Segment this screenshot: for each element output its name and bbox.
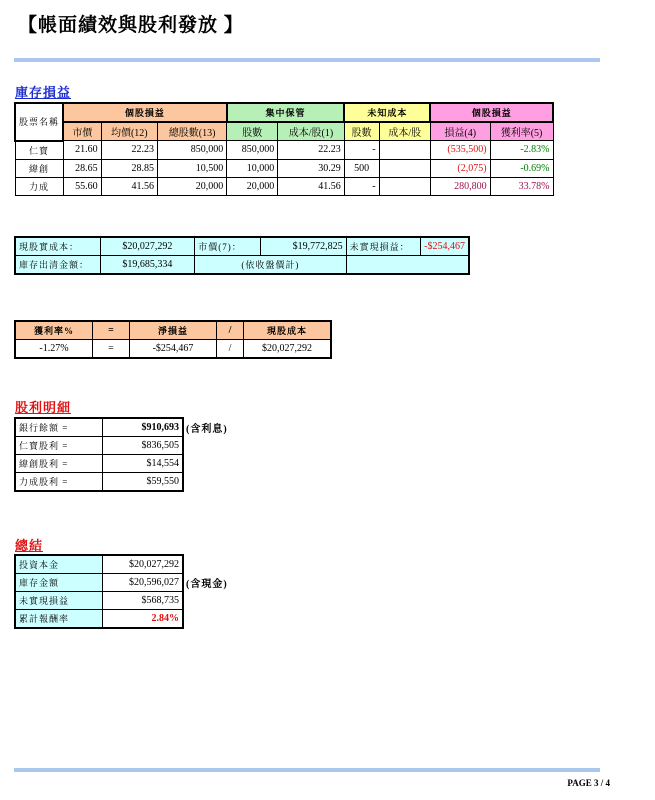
avg-price: 22.23 [101, 141, 157, 160]
div-value: / [217, 340, 244, 359]
bank-balance-value: $910,693 [103, 418, 184, 437]
cost-per-share: 41.56 [278, 177, 344, 195]
cumulative-return-value: 2.84% [103, 610, 184, 629]
rate-header: 獲利率% [15, 321, 93, 340]
shares: 10,000 [227, 159, 278, 177]
total-shares: 10,500 [158, 159, 227, 177]
shares-header: 股數 [227, 122, 278, 141]
return-rate: -2.83% [490, 141, 553, 160]
summary-table [14, 236, 470, 275]
dividend-value: $14,554 [103, 455, 184, 473]
dividend-label: 力成股利 = [15, 473, 103, 492]
unknown-shares: - [344, 141, 379, 160]
principal-label: 投資本金 [15, 555, 103, 574]
closing-price-note: (依收盤價計) [195, 256, 346, 275]
market-price: 21.60 [63, 141, 101, 160]
market-price: 55.60 [63, 177, 101, 195]
total-shares: 20,000 [158, 177, 227, 195]
dividend-label: 仁寶股利 = [15, 437, 103, 455]
unknown-cost [379, 159, 430, 177]
pnl: 280,800 [430, 177, 490, 195]
eq-header: = [93, 321, 130, 340]
cost-per-share: 30.29 [278, 159, 344, 177]
market-price: 28.65 [63, 159, 101, 177]
unknown-cost [379, 177, 430, 195]
page-title: 【帳面績效與股利發放 】 [18, 15, 244, 36]
inventory-section-title: 庫存損益 [15, 85, 72, 100]
net-pnl-value: -$254,467 [130, 340, 217, 359]
principal-value: $20,027,292 [103, 555, 184, 574]
dividend-section-title: 股利明細 [15, 400, 72, 415]
inventory-table [14, 102, 554, 196]
interest-note: (含利息) [186, 424, 228, 435]
dividend-value: $59,550 [103, 473, 184, 492]
dividend-label: 緯創股利 = [15, 455, 103, 473]
return-rate-header: 獲利率(5) [490, 122, 553, 141]
stock-cost-value: $20,027,292 [244, 340, 332, 359]
personal-header: 個股損益 [63, 103, 227, 122]
unknown-shares: - [344, 177, 379, 195]
page-number: PAGE 3 / 4 [567, 778, 610, 788]
stock-name: 緯創 [15, 159, 63, 177]
bottom-divider [14, 768, 600, 772]
dividend-table [14, 417, 184, 492]
table-row [15, 177, 553, 195]
avg-price-header: 均價(12) [101, 122, 157, 141]
unknown-shares: 500 [344, 159, 379, 177]
dividend-value: $836,505 [103, 437, 184, 455]
stock-name: 力成 [15, 177, 63, 195]
div-header: / [217, 321, 244, 340]
cost-per-share-header: 成本/股(1) [278, 122, 344, 141]
avg-price: 41.56 [101, 177, 157, 195]
cash-note: (含現金) [186, 579, 228, 590]
stock-cost-header: 現股成本 [244, 321, 332, 340]
market-label: 市價(7)： [195, 237, 261, 256]
total-shares: 850,000 [158, 141, 227, 160]
unknown-cost-per-share-header: 成本/股 [379, 122, 430, 141]
pnl: (535,500) [430, 141, 490, 160]
stock-pnl-header: 個股損益 [430, 103, 553, 122]
unrealized-value: -$254,467 [421, 237, 469, 256]
cost-per-share: 22.23 [278, 141, 344, 160]
avg-price: 28.85 [101, 159, 157, 177]
market-value: $19,772,825 [261, 237, 346, 256]
unknown-cost-header: 未知成本 [344, 103, 430, 122]
pnl: (2,075) [430, 159, 490, 177]
pnl-header: 損益(4) [430, 122, 490, 141]
stock-name-header: 股票名稱 [15, 103, 63, 141]
shares: 850,000 [227, 141, 278, 160]
clearance-label: 庫存出清金額： [15, 256, 100, 275]
cost-value: $20,027,292 [100, 237, 195, 256]
unknown-shares-header: 股數 [344, 122, 379, 141]
total-shares-header: 總股數(13) [158, 122, 227, 141]
stock-name: 仁寶 [15, 141, 63, 160]
clearance-value: $19,685,334 [100, 256, 195, 275]
unknown-cost [379, 141, 430, 160]
summary-empty-cell [346, 256, 469, 275]
table-row [15, 159, 553, 177]
cumulative-return-label: 累計報酬率 [15, 610, 103, 629]
centralized-header: 集中保管 [227, 103, 344, 122]
unrealized-pnl-value: $568,735 [103, 592, 184, 610]
net-pnl-header: 淨損益 [130, 321, 217, 340]
bank-balance-label: 銀行餘額 = [15, 418, 103, 437]
return-rate: -0.69% [490, 159, 553, 177]
cost-label: 現股實成本： [15, 237, 100, 256]
return-rate: 33.78% [490, 177, 553, 195]
unrealized-label: 未實現損益： [346, 237, 421, 256]
top-divider [14, 58, 600, 62]
total-section-title: 總結 [15, 538, 44, 553]
market-price-header: 市價 [63, 122, 101, 141]
shares: 20,000 [227, 177, 278, 195]
eq-value: = [93, 340, 130, 359]
inventory-amount-value: $20,596,027 [103, 574, 184, 592]
unrealized-pnl-label: 未實現損益 [15, 592, 103, 610]
table-row [15, 141, 553, 160]
rate-value: -1.27% [15, 340, 93, 359]
total-table [14, 554, 184, 629]
ratio-table [14, 320, 332, 359]
inventory-amount-label: 庫存金額 [15, 574, 103, 592]
